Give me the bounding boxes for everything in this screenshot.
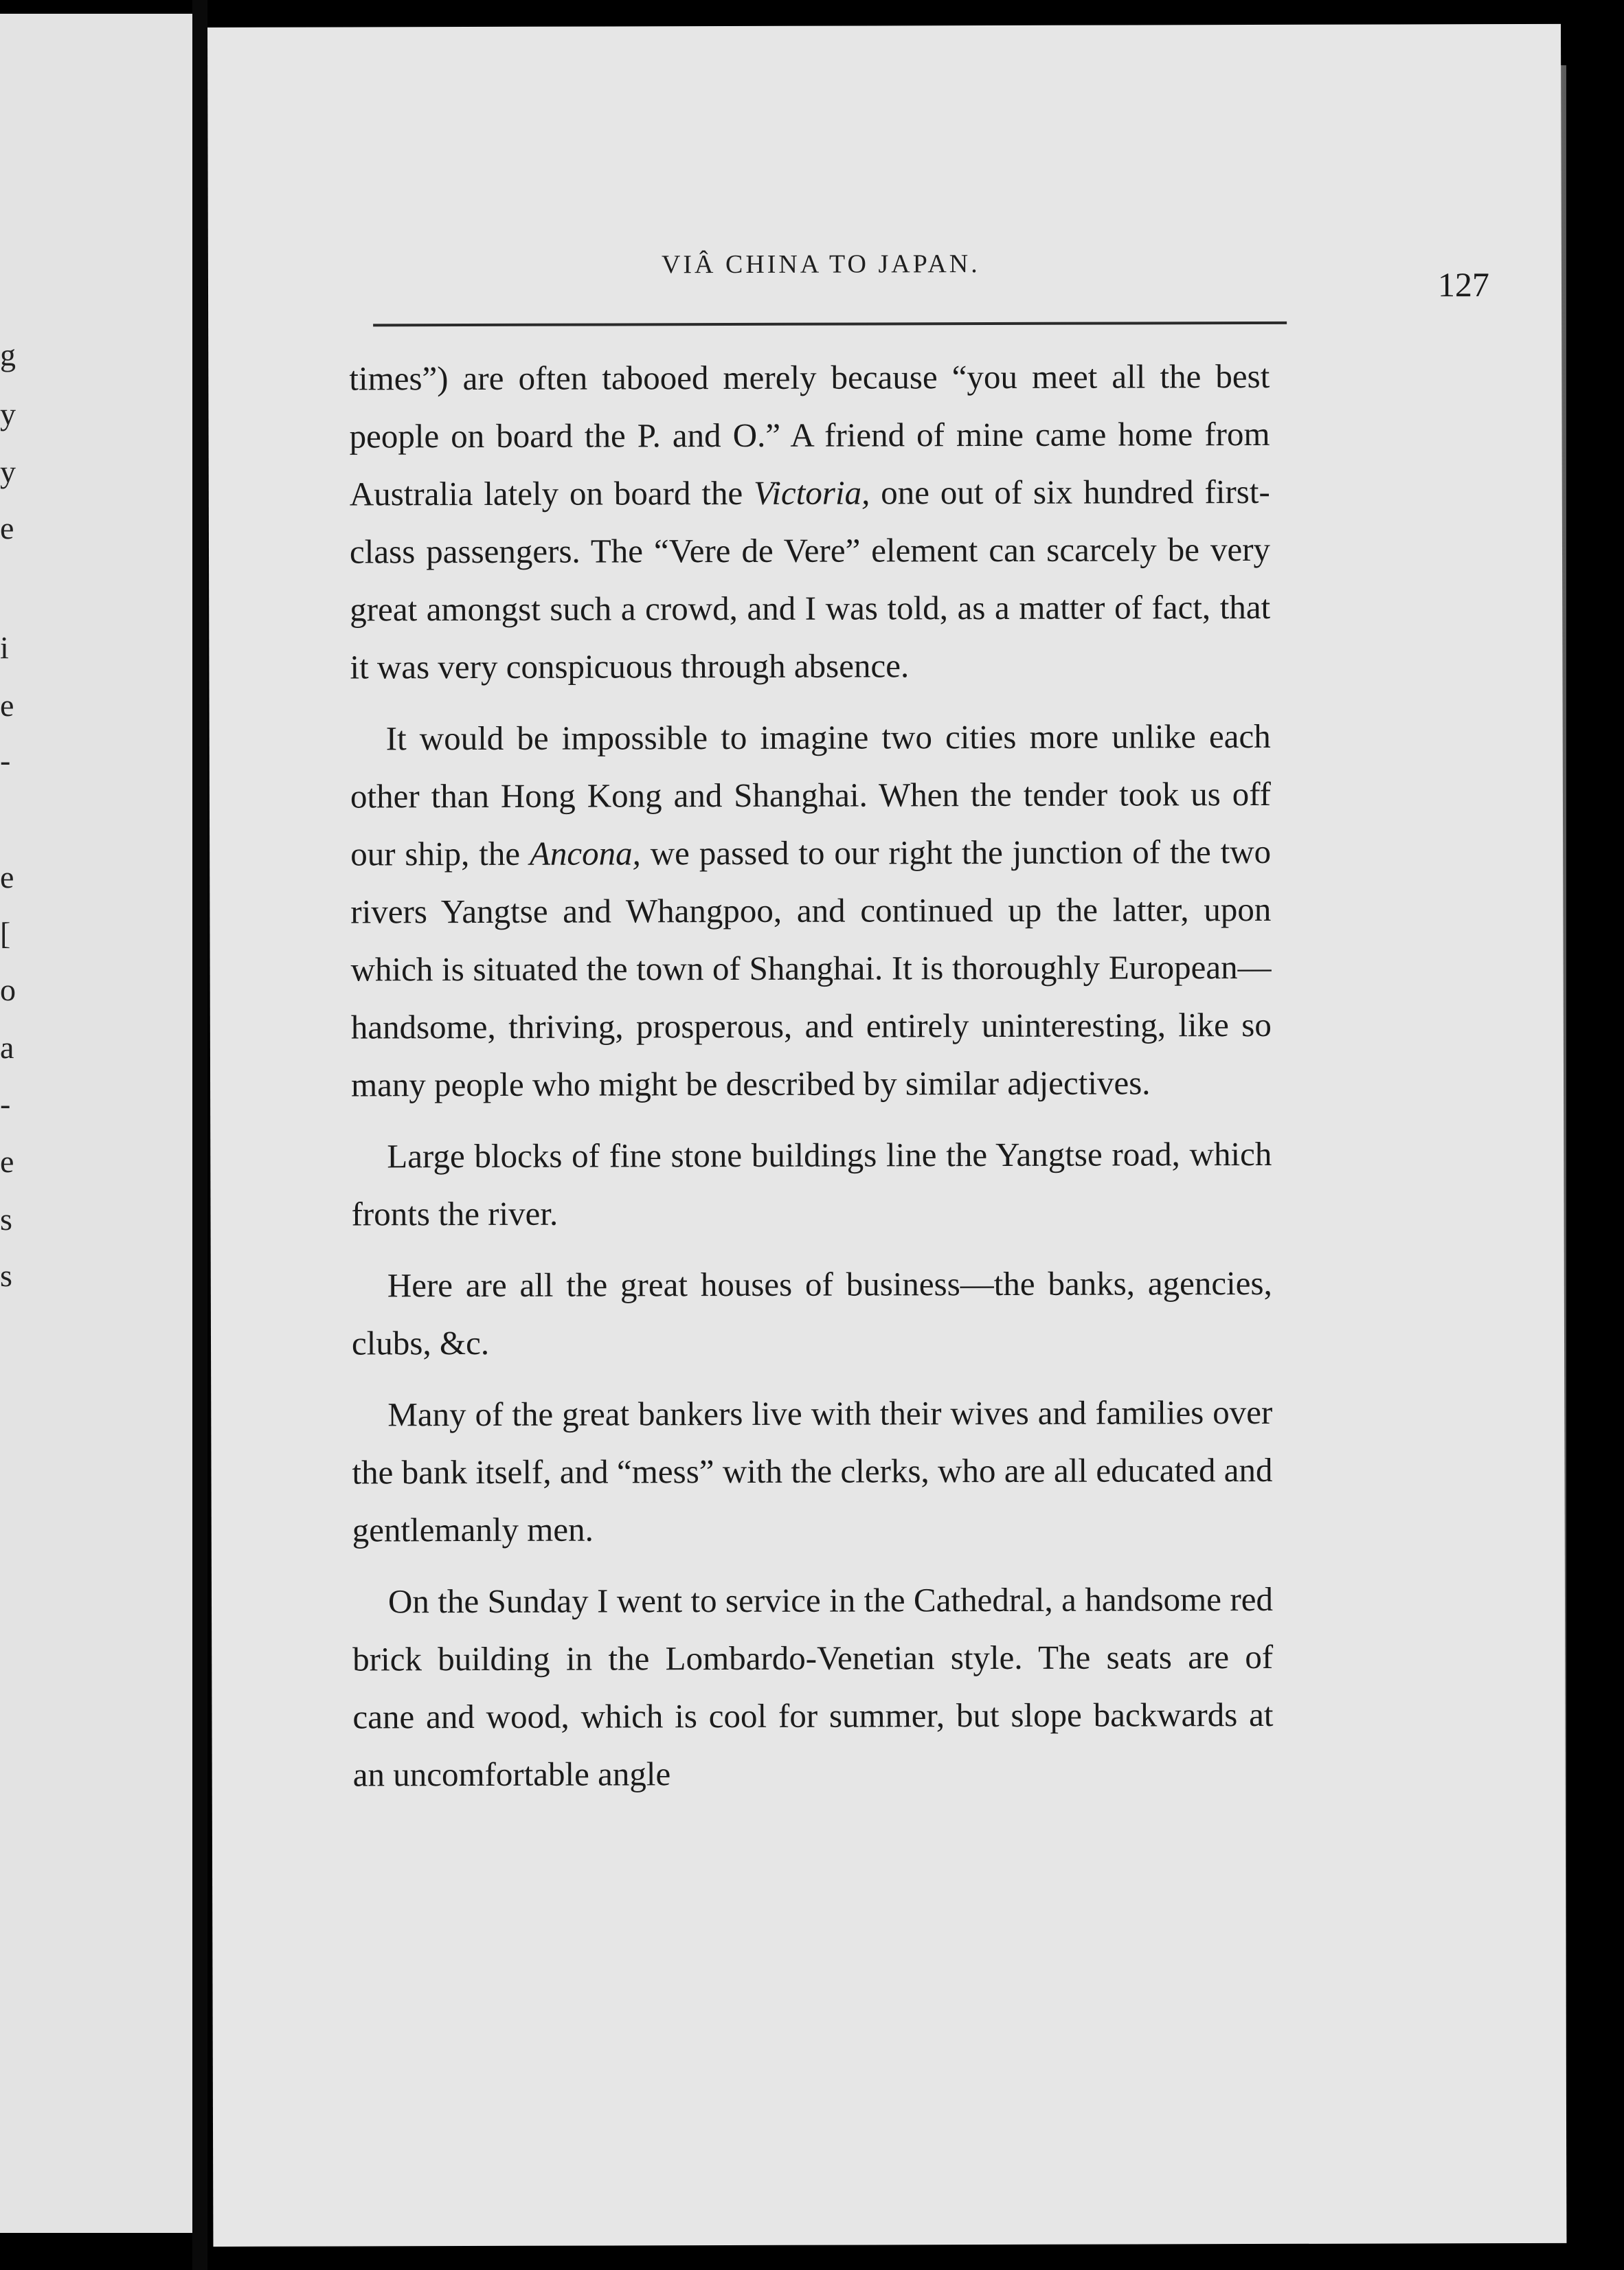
left-page-fragment: a: [0, 1030, 14, 1065]
left-page-fragment: e: [0, 510, 14, 546]
left-page-fragment: o: [0, 972, 16, 1007]
page-text: [349, 348, 1274, 1818]
left-page-fragment: s: [0, 1258, 12, 1293]
left-page-fragment: y: [0, 396, 16, 431]
page-number: 127: [1437, 265, 1490, 304]
running-title: VIÂ CHINA TO JAPAN.: [661, 249, 980, 280]
paragraph: [349, 348, 1270, 697]
left-page-fragment: e: [0, 1144, 14, 1179]
ship-name: Victoria,: [754, 473, 870, 512]
left-page-edge: [0, 14, 192, 2233]
paragraph: Many of the great bankers live with their wives and families over the bank itself, and “mess” with the clerks, who are all educated and gentlemanly men.: [352, 1393, 1273, 1549]
paragraph: Here are all the great houses of business—the banks, agencies, clubs, &c.: [351, 1263, 1272, 1362]
left-page-fragment: e: [0, 859, 14, 895]
left-page-fragment: -: [0, 743, 11, 778]
paragraph-text: we passed to our right the junction of the two rivers Yangtse and Whangpoo, and continued up the latter, upon which is situated the town of Shanghai. It is thoroughly European—handsome, thriving, prosperous, and entirely uninteresting, like so many people who might be described by similar adjectives.: [350, 832, 1272, 1104]
left-page-fragment: -: [0, 1086, 11, 1121]
book-page: [207, 24, 1566, 2247]
left-page-fragment: e: [0, 688, 14, 723]
paragraph-text: one out of six hundred first-class passengers. The “Vere de Vere” element can scarcely be very great amongst such a crowd, and I was told, as a matter of fact, that it was very conspicuous through absence.: [349, 472, 1271, 686]
paragraph: Large blocks of fine stone buildings line the Yangtse road, which fronts the river.: [351, 1134, 1272, 1233]
left-page-fragment: s: [0, 1202, 12, 1237]
left-page-fragment: [: [0, 916, 11, 951]
left-page-fragment: y: [0, 454, 16, 489]
paragraph: [350, 708, 1272, 1114]
book-gutter: [192, 0, 207, 2270]
ship-name: Ancona,: [529, 834, 641, 873]
left-page-fragment: i: [0, 630, 9, 665]
left-page-fragment: g: [0, 337, 16, 372]
paragraph: On the Sunday I went to service in the Cathedral, a handsome red brick building in the Lombardo-Venetian style. The seats are of cane and wood, which is cool for summer, but slope backwards at an uncomfortable angle: [352, 1580, 1274, 1794]
header-rule: [373, 322, 1287, 326]
paragraph-text: times”) are often tabooed merely because “you meet all the best people on board the P. and O.” A friend of mine came home from Australia lately on board the: [349, 357, 1270, 513]
paragraph-text: It would be impossible to imagine two cities more unlike each other than Hong Kong and Shanghai. When the tender took us off our ship, the: [350, 717, 1271, 873]
